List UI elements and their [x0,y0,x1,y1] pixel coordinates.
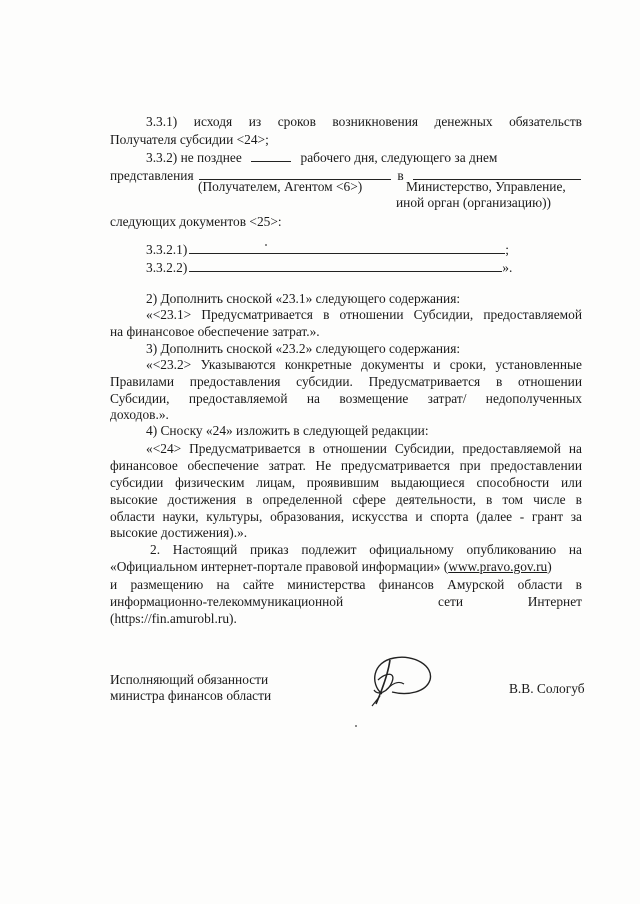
document-blank-2 [189,260,502,272]
item-4-line-2: «<24> Предусматривается в отношении Субсидии, предоставляемой на [146,441,582,456]
handwritten-signature [352,650,442,712]
clause-3-3-2-2 [146,259,512,276]
item-2-line-1: 2) Дополнить сноской «23.1» следующего содержания: [146,291,461,306]
point-2-line-2 [110,558,552,575]
item-3-line-2: «<23.2> Указываются конкретные документы и сроки, установленные [146,357,582,372]
recipient-note-1: Министерство, Управление, [406,179,566,194]
portal-text-close: ) [547,559,552,574]
item-4-line-4: субсидии физическим лицам, проявившим выдающиеся способности или [110,475,582,490]
item-3-line-4: Субсидии, предоставляемой на возмещение затрат/ недополученных [110,391,582,406]
point-2-line-4 [110,593,582,610]
item-4-line-5: высокие достижения в определенной сфере деятельности, в том числе в [110,492,582,507]
submitter-note: (Получателем, Агентом <6>) [198,179,363,194]
clause-3-3-2-2-label: 3.3.2.2) [146,260,188,275]
network-word-3: Интернет [527,594,582,609]
clause-3-3-2-1-end: ; [505,242,510,257]
item-3-line-5: доходов.». [110,407,169,422]
clause-3-3-2-text-a: 3.3.2) не позднее [146,150,242,165]
item-3-line-1: 3) Дополнить сноской «23.2» следующего содержания: [146,341,461,356]
item-3-line-3: Правилами предоставления субсидии. Предусматривается в отношении [110,374,582,389]
clause-3-3-2-1-label: 3.3.2.1) [146,242,188,257]
item-4-line-7: высокие достижения).». [110,525,248,540]
point-2-line-3: и размещению на сайте министерства финансов Амурской области в [110,577,582,592]
days-blank [251,150,291,162]
clause-3-3-2-text-b: рабочего дня, следующего за днем [300,150,498,165]
network-word-1: информационно-телекоммуникационной [110,594,344,609]
clause-3-3-2-2-end: ». [502,260,513,275]
pravo-link[interactable]: www.pravo.gov.ru [448,559,548,574]
item-2-line-3: на финансовое обеспечение затрат.». [110,324,320,339]
item-2-line-2: «<23.1> Предусматривается в отношении Субсидии, предоставляемой [146,307,582,322]
item-4-line-1: 4) Сноску «24» изложить в следующей редакции: [146,423,429,438]
scan-speck [265,244,267,246]
portal-text: «Официальном интернет-портале правовой информации» ( [110,559,449,574]
item-4-line-6: области науки, культуры, образования, искусства и спорта (далее - грант за [110,509,582,524]
point-2-line-5: (https://fin.amurobl.ru). [110,611,237,626]
document-blank-1 [189,242,505,254]
network-word-2: сети [438,594,464,609]
signatory-name: В.В. Сологуб [509,681,585,696]
recipient-note-2: иной орган (организацию)) [396,195,551,210]
scan-speck [355,725,357,727]
point-2-line-1: 2. Настоящий приказ подлежит официальному опубликованию на [150,542,582,557]
clause-3-3-2-1 [146,241,509,258]
preposition-v: в [397,168,404,183]
submission-label: представления [110,168,194,183]
clause-3-3-1-line-2: Получателя субсидии <24>; [110,132,269,147]
signatory-title-2: министра финансов области [110,688,272,703]
signatory-title-1: Исполняющий обязанности [110,672,269,687]
item-4-line-3: финансовое обеспечение затрат. Не предусматривается при предоставлении [110,458,582,473]
clause-3-3-2-line-3: следующих документов <25>: [110,214,282,229]
clause-3-3-2-line-1 [146,149,497,166]
clause-3-3-1-line-1: 3.3.1) исходя из сроков возникновения денежных обязательств [146,114,582,129]
